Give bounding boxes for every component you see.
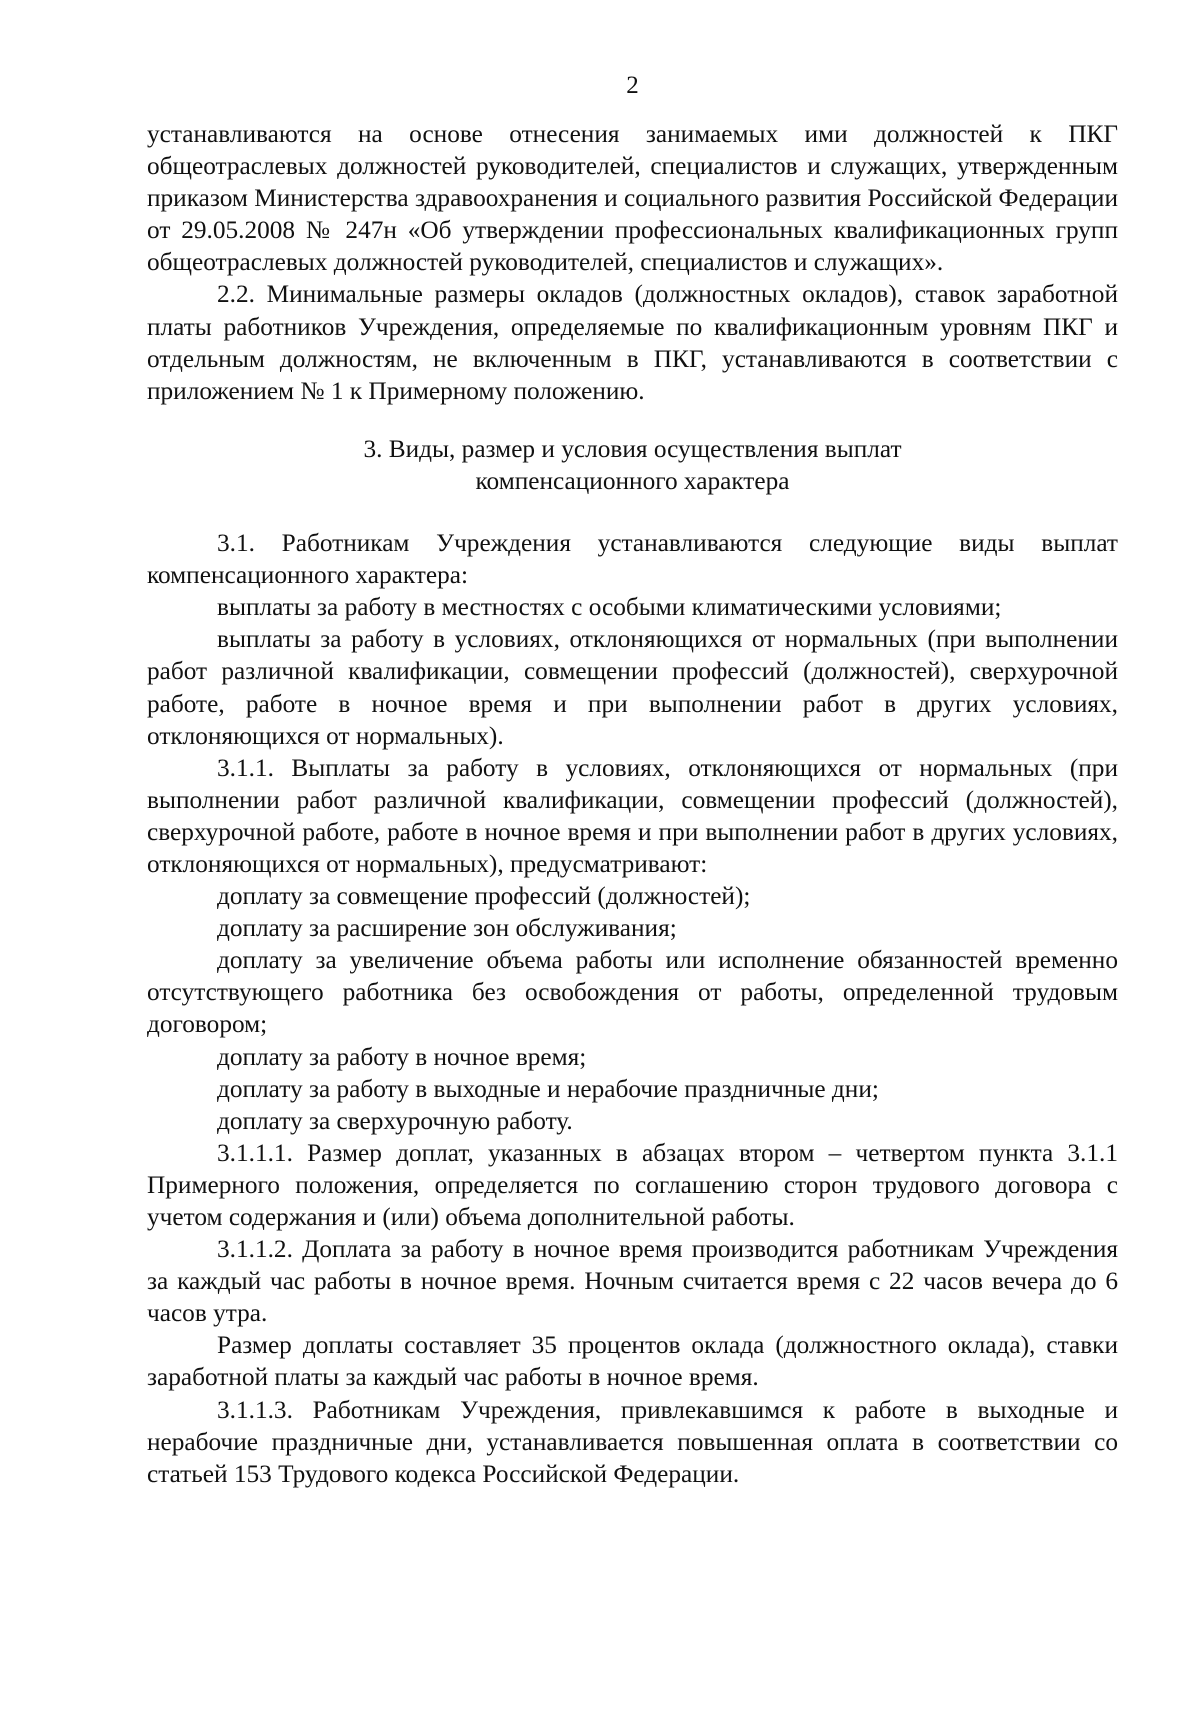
- section-heading-line: компенсационного характера: [475, 466, 790, 495]
- paragraph: устанавливаются на основе отнесения занимаемых ими должностей к ПКГ общеотраслевых должностей руководителей, специалистов и служащих, утвержденным приказом Министерства здравоохранения и социального развития Российской Федерации от 29.05.2008 № 247н «Об утверждении профессиональных квалификационных групп общеотраслевых должностей руководителей, специалистов и служащих».: [147, 120, 1118, 277]
- paragraph: 3.1.1.1. Размер доплат, указанных в абзацах втором – четвертом пункта 3.1.1 Примерного положения, определяется по соглашению сторон трудового договора с учетом содержания и (или) объема дополнительной работы.: [147, 1138, 1118, 1231]
- document-body: [147, 118, 1118, 1490]
- paragraph: 2.2. Минимальные размеры окладов (должностных окладов), ставок заработной платы работников Учреждения, определяемые по квалификационным уровням ПКГ и отдельным должностям, не включенным в ПКГ, устанавливаются в соответствии с приложением № 1 к Примерному положению.: [147, 280, 1118, 405]
- paragraph: Размер доплаты составляет 35 процентов оклада (должностного оклада), ставки заработной платы за каждый час работы в ночное время.: [147, 1331, 1118, 1392]
- paragraph: 3.1. Работникам Учреждения устанавливаются следующие виды выплат компенсационного характера:: [147, 529, 1118, 590]
- paragraphs-bottom: [147, 527, 1118, 1490]
- paragraph: 3.1.1.2. Доплата за работу в ночное время производится работникам Учреждения за каждый час работы в ночное время. Ночным считается время с 22 часов вечера до 6 часов утра.: [147, 1235, 1118, 1328]
- paragraph: доплату за работу в ночное время;: [217, 1042, 587, 1071]
- section-heading-line: 3. Виды, размер и условия осуществления выплат: [363, 434, 902, 463]
- paragraph: выплаты за работу в условиях, отклоняющихся от нормальных (при выполнении работ различной квалификации, совмещении профессий (должностей), сверхурочной работе, работе в ночное время и при выполнении работ в других условиях, отклоняющихся от нормальных).: [147, 625, 1118, 750]
- paragraph: выплаты за работу в местностях с особыми климатическими условиями;: [217, 593, 1002, 622]
- paragraph: доплату за увеличение объема работы или исполнение обязанностей временно отсутствующего работника без освобождения от работы, определенной трудовым договором;: [147, 946, 1118, 1039]
- paragraph: доплату за расширение зон обслуживания;: [217, 914, 677, 943]
- paragraph: доплату за работу в выходные и нерабочие праздничные дни;: [217, 1074, 879, 1103]
- section-heading: [147, 433, 1118, 497]
- paragraphs-top: [147, 118, 1118, 407]
- paragraph: 3.1.1.3. Работникам Учреждения, привлекавшимся к работе в выходные и нерабочие праздничные дни, устанавливается повышенная оплата в соответствии со статьей 153 Трудового кодекса Российской Федерации.: [147, 1395, 1118, 1488]
- paragraph: доплату за сверхурочную работу.: [217, 1106, 573, 1135]
- page-number: 2: [626, 72, 639, 99]
- paragraph: 3.1.1. Выплаты за работу в условиях, отклоняющихся от нормальных (при выполнении работ различной квалификации, совмещении профессий (должностей), сверхурочной работе, работе в ночное время и при выполнении работ в других условиях, отклоняющихся от нормальных), предусматривают:: [147, 753, 1118, 878]
- paragraph: доплату за совмещение профессий (должностей);: [217, 882, 751, 911]
